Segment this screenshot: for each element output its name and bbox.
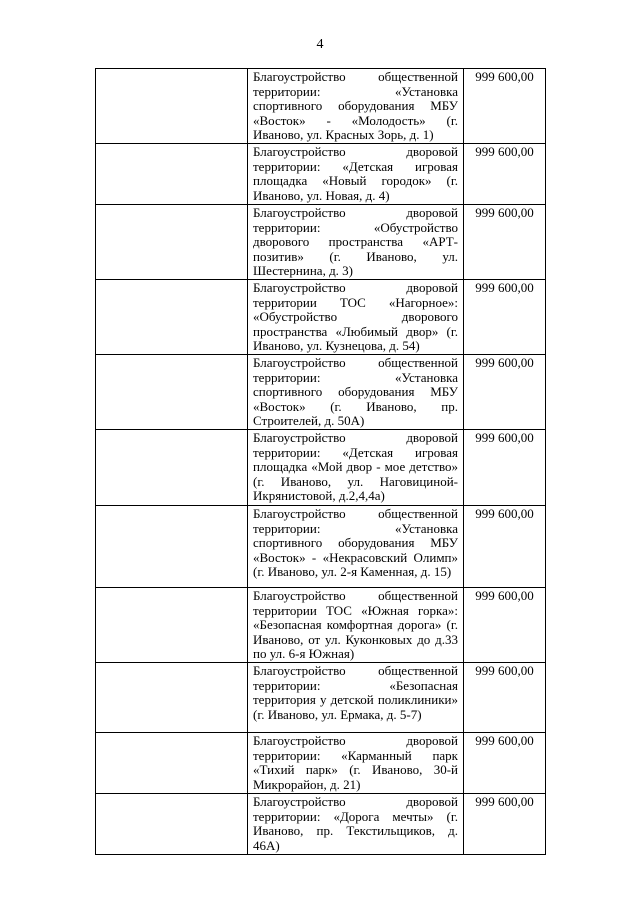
project-amount: 999 600,00 [464,143,546,204]
project-amount: 999 600,00 [464,587,546,662]
project-amount: 999 600,00 [464,662,546,732]
table-row [96,354,546,429]
project-description: Благоустройство дворовой территории ТОС «Нагорное»: «Обустройство дворового пространства «Любимый двор» (г. Иваново, ул. Кузнецова, д. 54) [248,279,464,354]
empty-cell [96,793,248,854]
empty-cell [96,204,248,279]
empty-cell [96,587,248,662]
project-description: Благоустройство общественной территории: «Установка спортивного оборудования МБУ «Восток» (г. Иваново, пр. Строителей, д. 50А) [248,354,464,429]
table-row [96,505,546,587]
project-amount: 999 600,00 [464,793,546,854]
project-description: Благоустройство дворовой территории: «Детская игровая площадка «Новый городок» (г. Иваново, ул. Новая, д. 4) [248,143,464,204]
project-description: Благоустройство дворовой территории: «Карманный парк «Тихий парк» (г. Иваново, 30-й Микрорайон, д. 21) [248,732,464,793]
project-amount: 999 600,00 [464,354,546,429]
project-description: Благоустройство дворовой территории: «Обустройство дворового пространства «АРТ-позитив» (г. Иваново, ул. Шестернина, д. 3) [248,204,464,279]
project-description: Благоустройство дворовой территории: «Дорога мечты» (г. Иваново, пр. Текстильщиков, д. 46А) [248,793,464,854]
empty-cell [96,505,248,587]
page-number: 4 [316,37,324,52]
project-amount: 999 600,00 [464,279,546,354]
project-amount: 999 600,00 [464,204,546,279]
empty-cell [96,279,248,354]
empty-cell [96,69,248,144]
project-amount: 999 600,00 [464,732,546,793]
table-row [96,69,546,144]
empty-cell [96,429,248,505]
table-row [96,587,546,662]
project-amount: 999 600,00 [464,505,546,587]
empty-cell [96,143,248,204]
table-row [96,793,546,854]
project-description: Благоустройство общественной территории ТОС «Южная горка»: «Безопасная комфортная дорога» (г. Иваново, от ул. Куконковых до д.33 по ул. 6-я Южная) [248,587,464,662]
project-description: Благоустройство общественной территории: «Безопасная территория у детской поликлиники» (г. Иваново, ул. Ермака, д. 5-7) [248,662,464,732]
empty-cell [96,732,248,793]
table-row [96,662,546,732]
project-description: Благоустройство общественной территории: «Установка спортивного оборудования МБУ «Восток» - «Молодость» (г. Иваново, ул. Красных Зорь, д. 1) [248,69,464,144]
table-row [96,204,546,279]
project-description: Благоустройство общественной территории: «Установка спортивного оборудования МБУ «Восток» - «Некрасовский Олимп» (г. Иваново, ул. 2-я Каменная, д. 15) [248,505,464,587]
table-row [96,429,546,505]
empty-cell [96,354,248,429]
project-amount: 999 600,00 [464,429,546,505]
project-amount: 999 600,00 [464,69,546,144]
grants-table [95,68,546,855]
table-row [96,279,546,354]
table-row [96,143,546,204]
project-description: Благоустройство дворовой территории: «Детская игровая площадка «Мой двор - мое детство» (г. Иваново, ул. Наговициной-Икрянистовой, д.2,4,4а) [248,429,464,505]
empty-cell [96,662,248,732]
table-row [96,732,546,793]
